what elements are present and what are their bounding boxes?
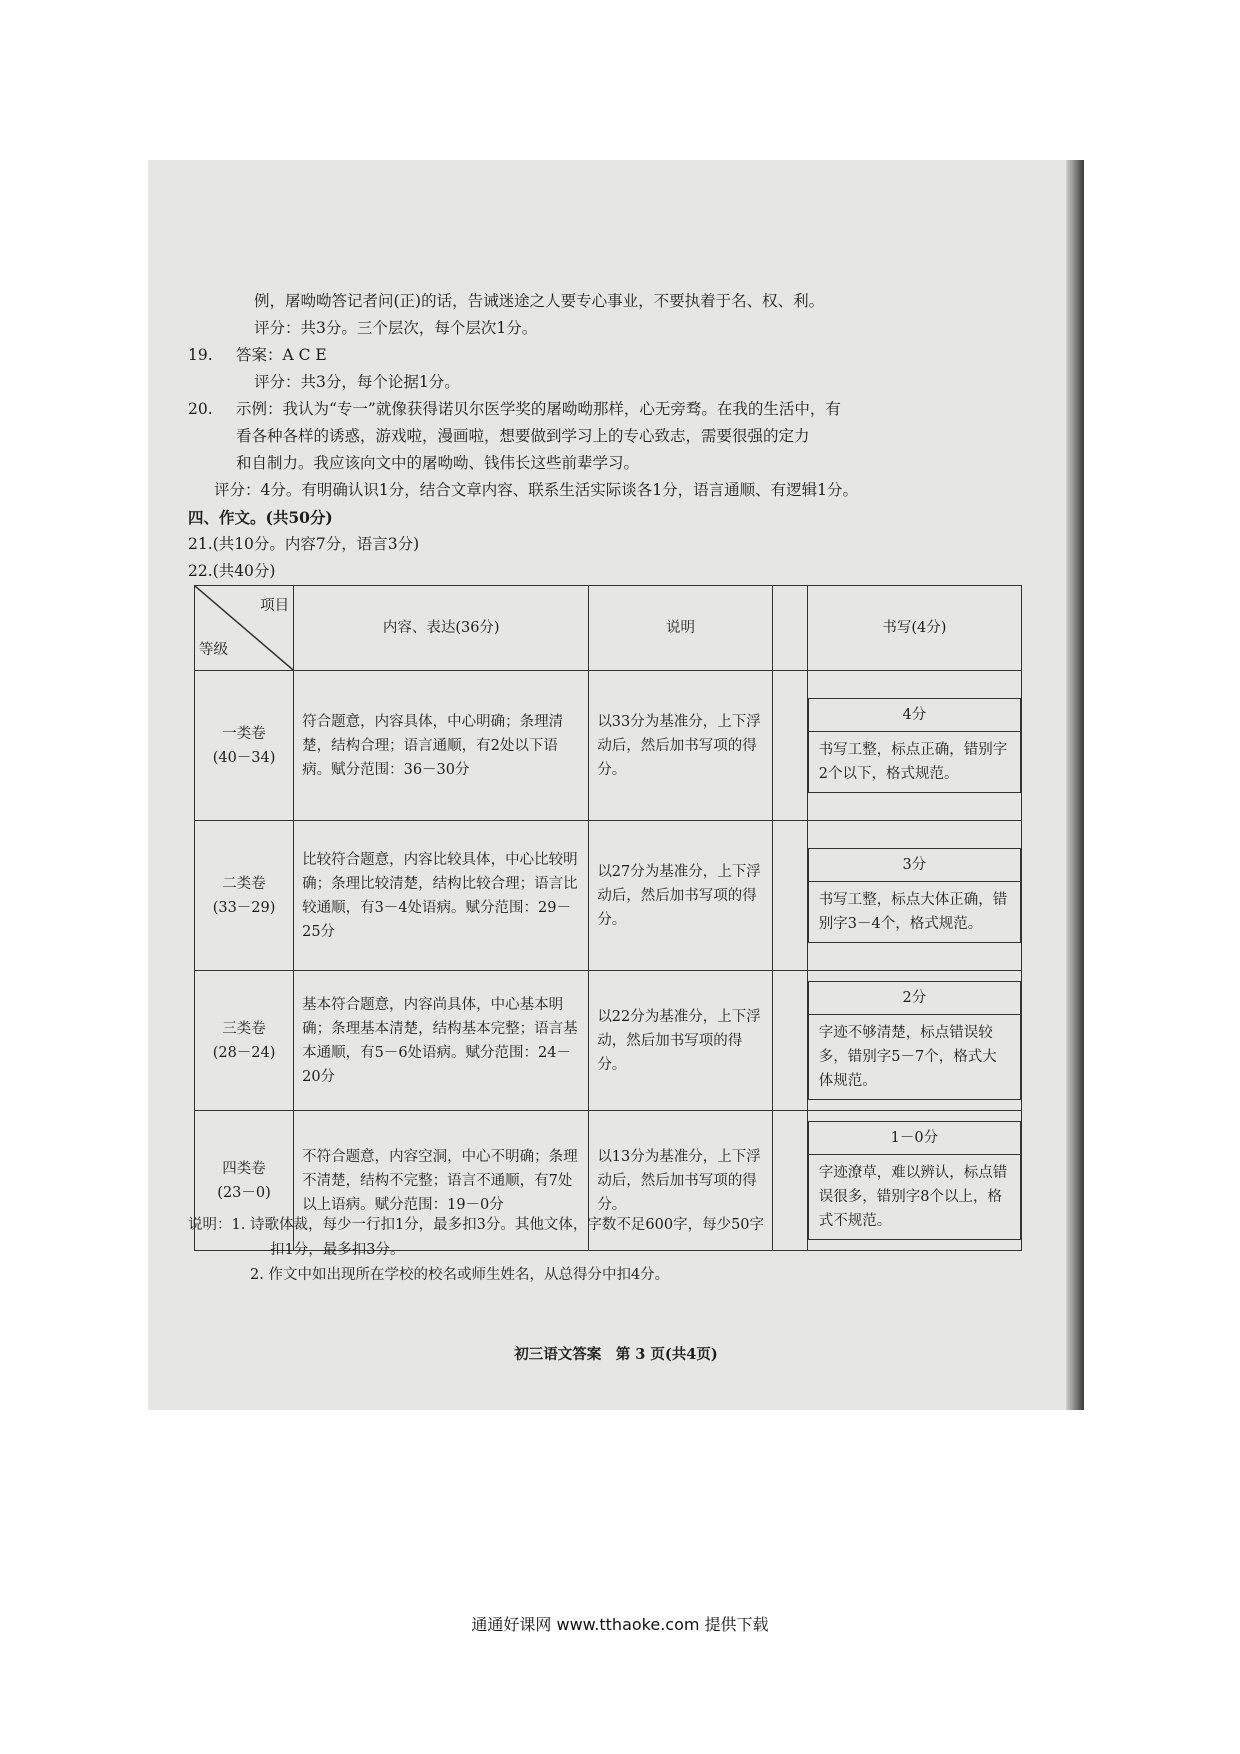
- grade-name: 四类卷: [222, 1160, 266, 1177]
- header-write: 书写(4分): [807, 586, 1021, 671]
- text-line: 例，屠呦呦答记者问(正)的话，告诫迷途之人要专心事业，不要执着于名、权、利。: [254, 292, 825, 310]
- grade-range: (33－29): [212, 899, 276, 916]
- grade-name: 二类卷: [222, 875, 266, 892]
- write-cell: [807, 971, 1021, 1111]
- gap-cell: [772, 821, 807, 971]
- grade-range: (28－24): [212, 1044, 276, 1061]
- gap-cell: [772, 971, 807, 1111]
- table-header-row: [195, 586, 1022, 671]
- grade-name: 一类卷: [222, 725, 266, 742]
- desc-cell: 以13分为基准分，上下浮动后，然后加书写项的得分。: [589, 1111, 772, 1251]
- page-footer: 初三语文答案 第 3 页(共4页): [514, 1346, 718, 1363]
- grade-range: (40－34): [212, 749, 276, 766]
- header-content: 内容、表达(36分): [294, 586, 589, 671]
- grade-cell: [195, 971, 294, 1111]
- grading-table: [194, 585, 1022, 1251]
- write-text: 书写工整，标点正确，错别字2个以下，格式规范。: [808, 732, 1020, 793]
- note-line: 2. 作文中如出现所在学校的校名或师生姓名，从总得分中扣4分。: [250, 1267, 670, 1283]
- desc-cell: 以33分为基准分，上下浮动后，然后加书写项的得分。: [589, 671, 772, 821]
- content-cell: 不符合题意，内容空洞，中心不明确；条理不清楚，结构不完整；语言不通顺，有7处以上语病。赋分范围：19－0分: [294, 1111, 589, 1251]
- desc-cell: 以27分为基准分，上下浮动后，然后加书写项的得分。: [589, 821, 772, 971]
- gap-cell: [772, 671, 807, 821]
- grade-range: (23－0): [217, 1184, 271, 1201]
- answer: 示例：我认为“专一”就像获得诺贝尔医学奖的屠呦呦那样，心无旁骛。在我的生活中，有: [236, 400, 841, 418]
- answer: 答案：A C E: [236, 346, 327, 364]
- grade-name: 三类卷: [222, 1020, 266, 1037]
- content-cell: 比较符合题意，内容比较具体，中心比较明确；条理比较清楚，结构比较合理；语言比较通顺，有3－4处语病。赋分范围：29－25分: [294, 821, 589, 971]
- table-row: [195, 671, 1022, 821]
- text-line: 22.(共40分): [188, 562, 276, 580]
- question-number: 20.: [188, 400, 213, 418]
- write-cell: [807, 671, 1021, 821]
- text-line: 评分：共3分，每个论据1分。: [254, 373, 460, 391]
- text-line: 评分：4分。有明确认识1分，结合文章内容、联系生活实际谈各1分，语言通顺、有逻辑1分。: [214, 481, 858, 499]
- write-score: 4分: [808, 699, 1020, 732]
- content-cell: 基本符合题意，内容尚具体，中心基本明确；条理基本清楚，结构基本完整；语言基本通顺，有5－6处语病。赋分范围：24－20分: [294, 971, 589, 1111]
- table-row: [195, 971, 1022, 1111]
- scanned-photo: [148, 160, 1084, 1410]
- note-line: 扣1分，最多扣3分。: [270, 1242, 405, 1258]
- answer-text: [188, 288, 1038, 585]
- header-grade-label: 等级: [199, 642, 228, 658]
- table-row: [195, 821, 1022, 971]
- write-cell: [807, 821, 1021, 971]
- page-edge-shadow: [1066, 160, 1084, 1410]
- question-number: 19.: [188, 346, 213, 364]
- text-line: 21.(共10分。内容7分，语言3分): [188, 535, 420, 553]
- bottom-credit: 通通好课网 www.tthaoke.com 提供下载: [471, 1615, 769, 1634]
- write-score: 2分: [808, 982, 1020, 1015]
- question-19: [188, 342, 1038, 369]
- section-heading: 四、作文。(共50分): [188, 508, 333, 527]
- write-text: 字迹不够清楚，标点错误较多，错别字5－7个，格式大体规范。: [808, 1015, 1020, 1100]
- write-text: 书写工整，标点大体正确，错别字3－4个，格式规范。: [808, 882, 1020, 943]
- write-text: 字迹潦草，难以辨认，标点错误很多，错别字8个以上，格式不规范。: [808, 1155, 1020, 1240]
- header-item-label: 项目: [260, 598, 290, 614]
- header-grade: [195, 586, 294, 671]
- header-desc: 说明: [589, 586, 772, 671]
- header-gap: [772, 586, 807, 671]
- write-score: 1－0分: [808, 1122, 1020, 1155]
- text-line: 和自制力。我应该向文中的屠呦呦、钱伟长这些前辈学习。: [236, 454, 640, 472]
- note-line: 说明：1. 诗歌体裁，每少一行扣1分，最多扣3分。其他文体，字数不足600字，每少50字: [188, 1217, 765, 1233]
- question-20: [188, 396, 1038, 423]
- write-score: 3分: [808, 849, 1020, 882]
- text-line: 看各种各样的诱惑，游戏啦，漫画啦，想要做到学习上的专心致志，需要很强的定力: [236, 427, 810, 445]
- grade-cell: [195, 671, 294, 821]
- desc-cell: 以22分为基准分，上下浮动，然后加书写项的得分。: [589, 971, 772, 1111]
- text-line: 评分：共3分。三个层次，每个层次1分。: [254, 319, 538, 337]
- content-cell: 符合题意，内容具体，中心明确；条理清楚，结构合理；语言通顺，有2处以下语病。赋分范围：36－30分: [294, 671, 589, 821]
- grade-cell: [195, 821, 294, 971]
- notes: [188, 1213, 1038, 1288]
